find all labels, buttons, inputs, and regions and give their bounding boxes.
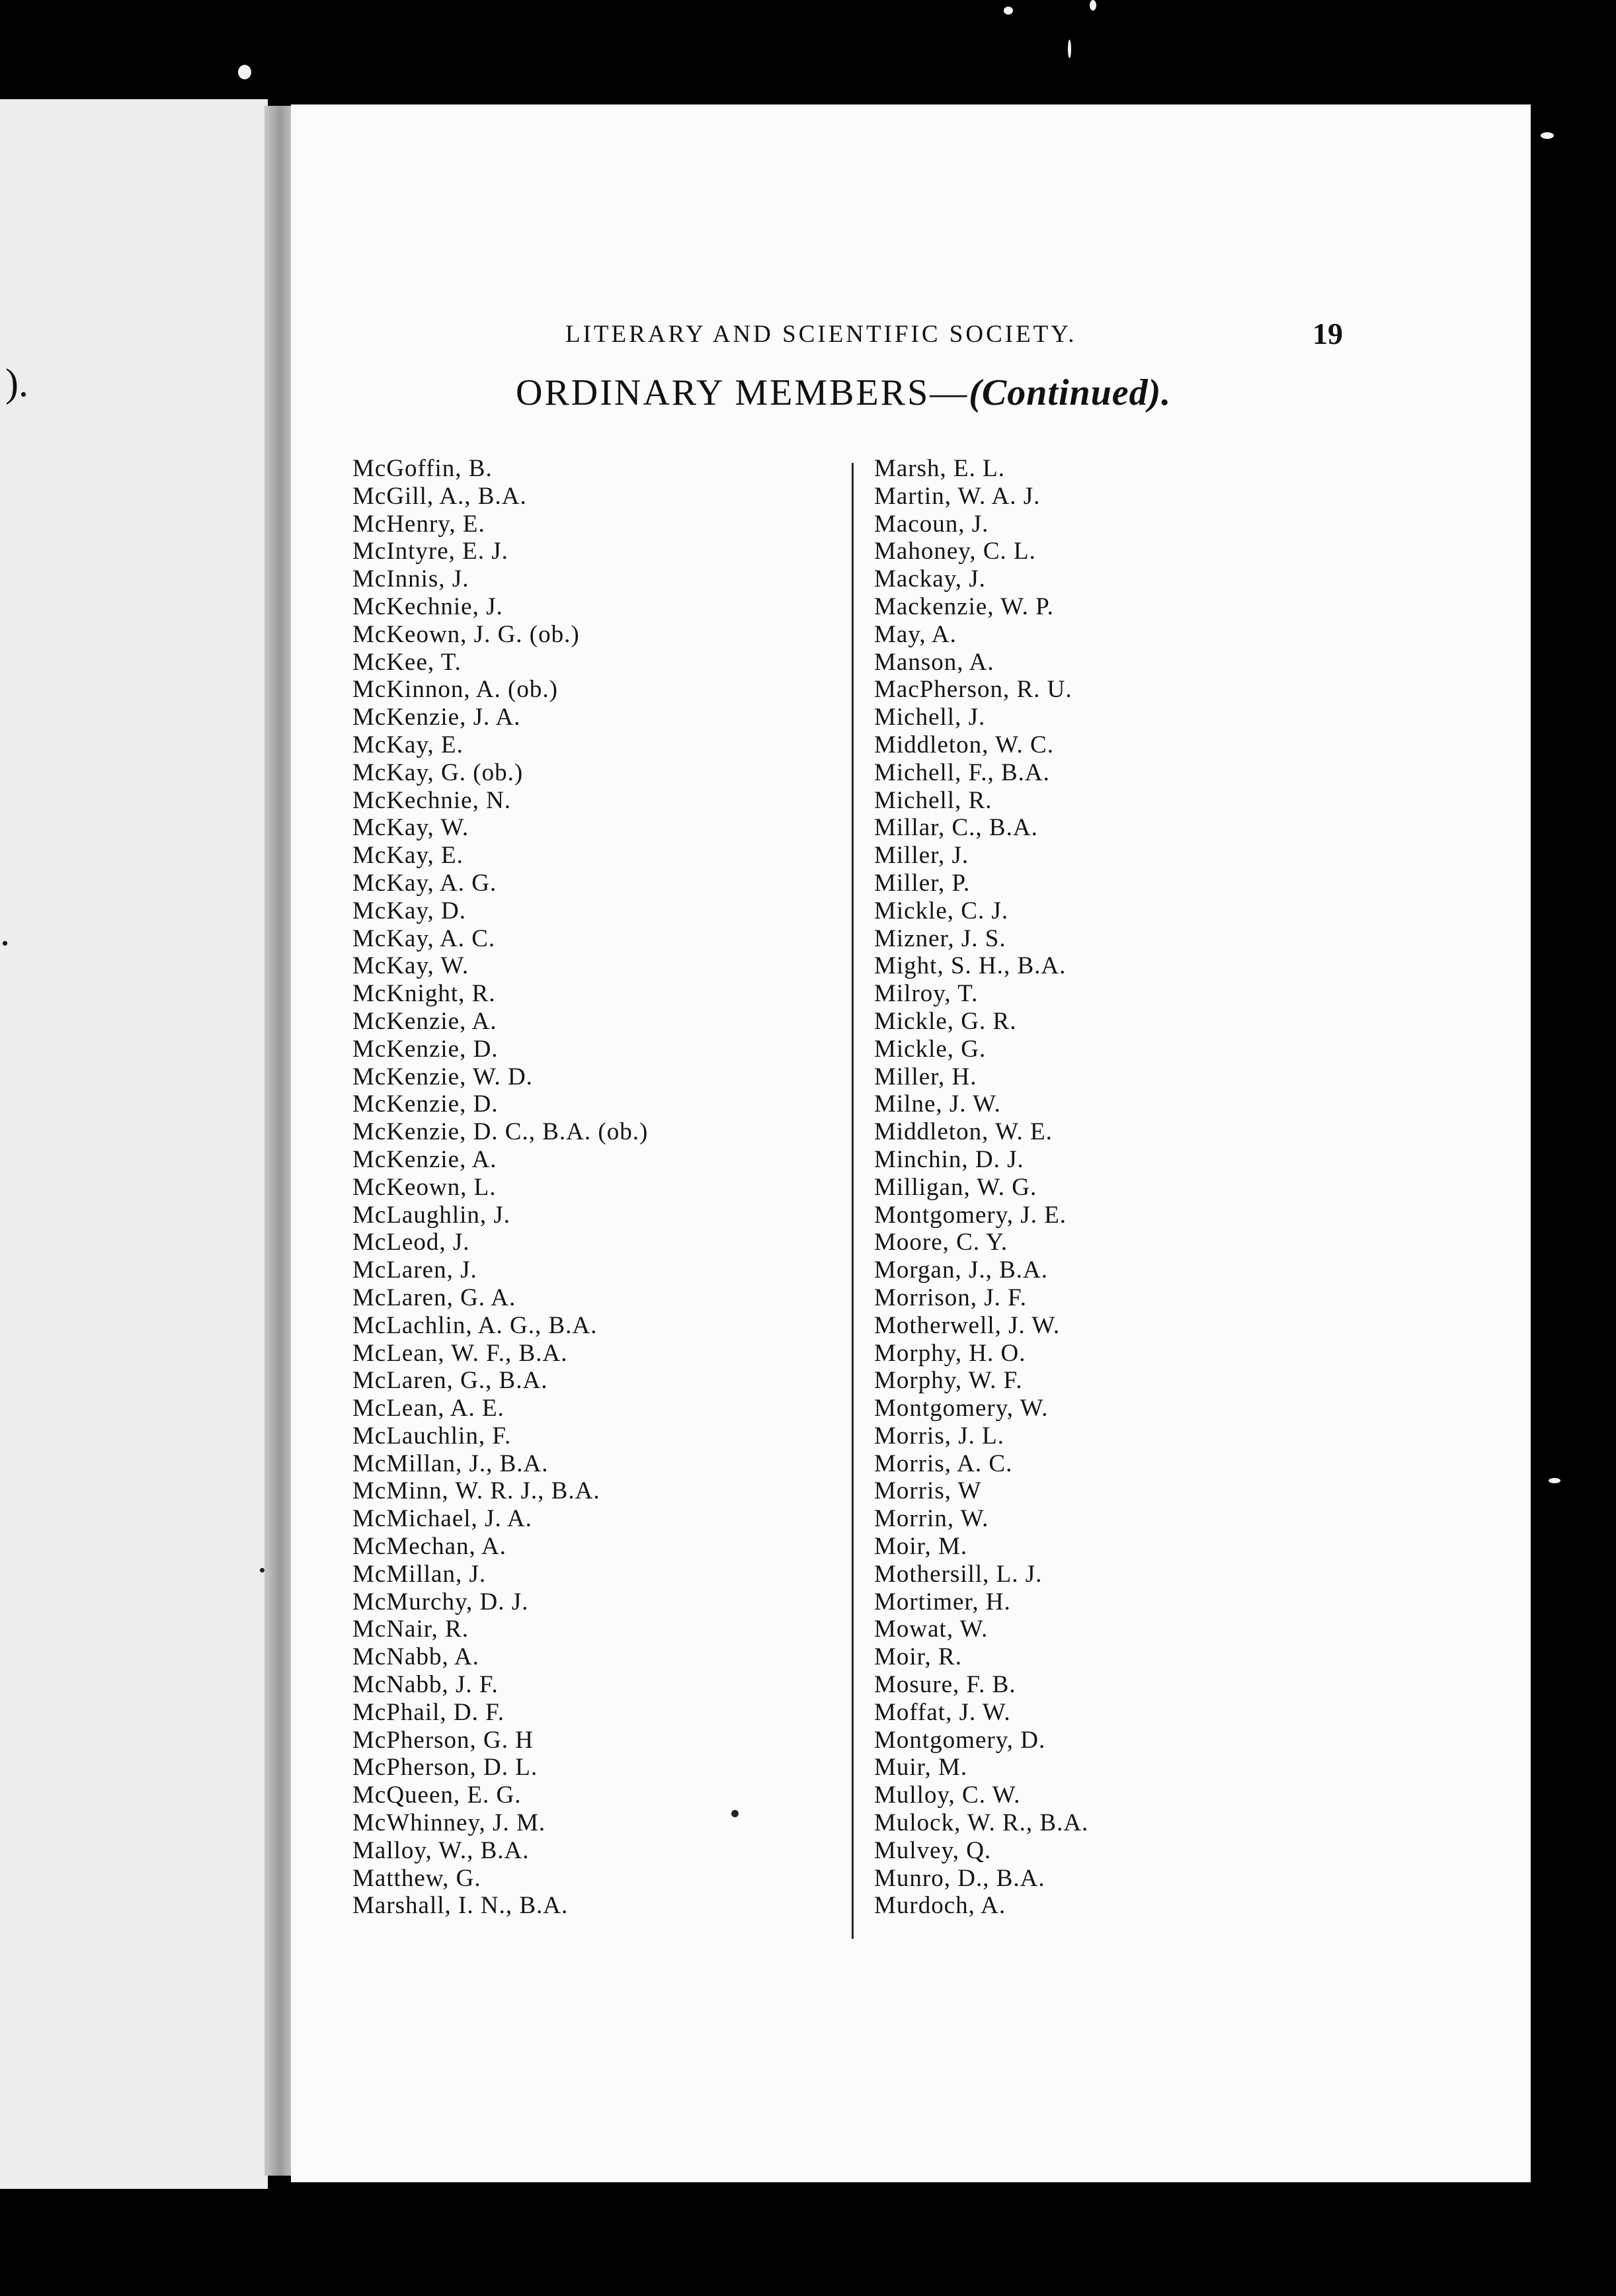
member-entry: McLaren, G., B.A. <box>352 1367 548 1395</box>
member-entry: Moir, R. <box>874 1643 962 1671</box>
member-entry: Motherwell, J. W. <box>874 1311 1061 1339</box>
member-entry: Mulloy, C. W. <box>874 1782 1021 1809</box>
member-entry: McKenzie, A. <box>352 1145 497 1173</box>
member-entry: McMillan, J. <box>352 1560 487 1588</box>
member-entry: Malloy, W., B.A. <box>352 1836 530 1864</box>
member-entry: Mickle, G. <box>874 1035 987 1063</box>
member-entry: McGoffin, B. <box>352 455 493 482</box>
scan-speck <box>1004 7 1013 15</box>
member-entry: Mulock, W. R., B.A. <box>874 1809 1089 1837</box>
member-entry: Miller, J. <box>874 842 969 870</box>
member-entry: McQueen, E. G. <box>352 1782 522 1809</box>
member-entry: MacPherson, R. U. <box>874 676 1072 704</box>
member-entry: Millar, C., B.A. <box>874 814 1038 842</box>
member-entry: Munro, D., B.A. <box>874 1864 1045 1892</box>
facing-page <box>0 99 268 2189</box>
member-entry: McKeown, J. G. (ob.) <box>352 620 580 648</box>
member-entry: McLaughlin, J. <box>352 1201 511 1229</box>
member-entry: McIntyre, E. J. <box>352 538 508 565</box>
scan-speck <box>238 65 251 79</box>
member-entry: Milne, J. W. <box>874 1090 1001 1118</box>
member-entry: McKinnon, A. (ob.) <box>352 676 558 704</box>
facing-page-fragment: . <box>0 910 10 954</box>
member-entry: Moir, M. <box>874 1533 968 1561</box>
member-entry: Morphy, W. F. <box>874 1367 1023 1395</box>
member-entry: McLaren, J. <box>352 1256 477 1284</box>
member-entry: Mowat, W. <box>874 1616 989 1643</box>
member-entry: McHenry, E. <box>352 510 485 538</box>
member-entry: Michell, R. <box>874 786 992 814</box>
member-entry: Morphy, H. O. <box>874 1339 1026 1367</box>
member-entry: Macoun, J. <box>874 510 989 538</box>
member-entry: Middleton, W. C. <box>874 731 1054 758</box>
member-entry: Morris, W <box>874 1477 982 1505</box>
member-entry: McLauchlin, F. <box>352 1422 512 1450</box>
member-entry: McNabb, A. <box>352 1643 479 1671</box>
member-entry: Mackay, J. <box>874 565 986 593</box>
member-entry: McLachlin, A. G., B.A. <box>352 1311 598 1339</box>
member-entry: Montgomery, D. <box>874 1726 1046 1754</box>
member-entry: McKay, A. G. <box>352 869 497 897</box>
member-entry: McKay, D. <box>352 897 467 924</box>
member-entry: Montgomery, J. E. <box>874 1201 1067 1229</box>
section-heading <box>516 372 1203 414</box>
member-entry: Miller, H. <box>874 1063 977 1090</box>
member-entry: McLean, W. F., B.A. <box>352 1339 568 1367</box>
column-divider <box>852 463 854 1939</box>
member-entry: Minchin, D. J. <box>874 1145 1024 1173</box>
member-entry: McKee, T. <box>352 648 462 676</box>
member-entry: May, A. <box>874 620 957 648</box>
member-entry: Mothersill, L. J. <box>874 1560 1043 1588</box>
scan-speck <box>1090 0 1096 11</box>
member-entry: McKenzie, J. A. <box>352 704 521 731</box>
member-entry: McKechnie, N. <box>352 786 512 814</box>
member-entry: McKenzie, D. C., B.A. (ob.) <box>352 1118 649 1146</box>
scan-speck <box>1549 1478 1560 1483</box>
page-number: 19 <box>1313 317 1343 350</box>
member-entry: Milroy, T. <box>874 980 979 1008</box>
member-entry: Moore, C. Y. <box>874 1229 1008 1256</box>
member-entry: Morris, J. L. <box>874 1422 1004 1450</box>
member-entry: Mahoney, C. L. <box>874 538 1036 565</box>
member-entry: McKechnie, J. <box>352 593 503 620</box>
scan-speck <box>1541 132 1554 139</box>
member-entry: Mulvey, Q. <box>874 1836 992 1864</box>
member-entry: Matthew, G. <box>352 1864 481 1892</box>
section-title: ORDINARY MEMBERS— <box>516 372 969 413</box>
member-entry: McPherson, G. H <box>352 1726 534 1754</box>
member-entry: Muir, M. <box>874 1754 968 1782</box>
member-entry: McGill, A., B.A. <box>352 482 527 510</box>
member-entry: McPhail, D. F. <box>352 1698 505 1726</box>
member-entry: McKeown, L. <box>352 1173 497 1201</box>
member-entry: McKay, E. <box>352 731 464 758</box>
member-entry: Milligan, W. G. <box>874 1173 1037 1201</box>
member-entry: Mizner, J. S. <box>874 924 1006 952</box>
facing-page-fragment: ). <box>5 361 28 405</box>
member-entry: Mickle, C. J. <box>874 897 1009 924</box>
member-entry: Mackenzie, W. P. <box>874 593 1054 620</box>
member-entry: McNabb, J. F. <box>352 1671 499 1699</box>
member-entry: McKay, A. C. <box>352 924 496 952</box>
member-entry: Marshall, I. N., B.A. <box>352 1892 569 1920</box>
member-entry: McMechan, A. <box>352 1533 506 1561</box>
member-entry: McMillan, J., B.A. <box>352 1450 549 1477</box>
members-left-column <box>352 455 835 1920</box>
member-entry: Mosure, F. B. <box>874 1671 1016 1699</box>
member-entry: Might, S. H., B.A. <box>874 952 1067 980</box>
scan-speck <box>1068 40 1071 58</box>
member-entry: McKay, E. <box>352 842 464 870</box>
member-entry: Moffat, J. W. <box>874 1698 1011 1726</box>
member-entry: Miller, P. <box>874 869 971 897</box>
member-entry: McKenzie, D. <box>352 1035 499 1063</box>
member-entry: Montgomery, W. <box>874 1395 1049 1422</box>
member-entry: McKay, W. <box>352 952 469 980</box>
member-entry: McLean, A. E. <box>352 1395 505 1422</box>
member-entry: McKay, G. (ob.) <box>352 758 524 786</box>
member-entry: McLaren, G. A. <box>352 1284 516 1311</box>
ink-spot <box>260 1568 264 1573</box>
member-entry: McInnis, J. <box>352 565 469 593</box>
running-head: LITERARY AND SCIENTIFIC SOCIETY. <box>565 321 1077 348</box>
member-entry: Morris, A. C. <box>874 1450 1013 1477</box>
member-entry: McNair, R. <box>352 1616 469 1643</box>
member-entry: Morrin, W. <box>874 1505 989 1533</box>
member-entry: Morrison, J. F. <box>874 1284 1027 1311</box>
member-entry: McWhinney, J. M. <box>352 1809 546 1837</box>
continued-label: (Continued). <box>969 372 1172 413</box>
member-entry: McMurchy, D. J. <box>352 1588 529 1616</box>
member-entry: Manson, A. <box>874 648 994 676</box>
member-entry: Michell, F., B.A. <box>874 758 1050 786</box>
member-entry: Murdoch, A. <box>874 1892 1006 1920</box>
member-entry: McLeod, J. <box>352 1229 470 1256</box>
member-entry: Middleton, W. E. <box>874 1118 1053 1146</box>
member-entry: Michell, J. <box>874 704 986 731</box>
member-entry: Marsh, E. L. <box>874 455 1005 482</box>
member-entry: Martin, W. A. J. <box>874 482 1041 510</box>
member-entry: McKay, W. <box>352 814 469 842</box>
member-entry: McKenzie, D. <box>352 1090 499 1118</box>
member-entry: Mickle, G. R. <box>874 1007 1017 1035</box>
member-entry: McPherson, D. L. <box>352 1754 538 1782</box>
members-right-column <box>874 455 1377 1920</box>
member-entry: McKnight, R. <box>352 980 496 1008</box>
member-entry: Mortimer, H. <box>874 1588 1011 1616</box>
member-entry: McKenzie, W. D. <box>352 1063 533 1090</box>
member-entry: McMinn, W. R. J., B.A. <box>352 1477 600 1505</box>
member-entry: McMichael, J. A. <box>352 1505 532 1533</box>
member-entry: Morgan, J., B.A. <box>874 1256 1049 1284</box>
member-entry: McKenzie, A. <box>352 1007 497 1035</box>
ink-spot <box>731 1810 739 1817</box>
